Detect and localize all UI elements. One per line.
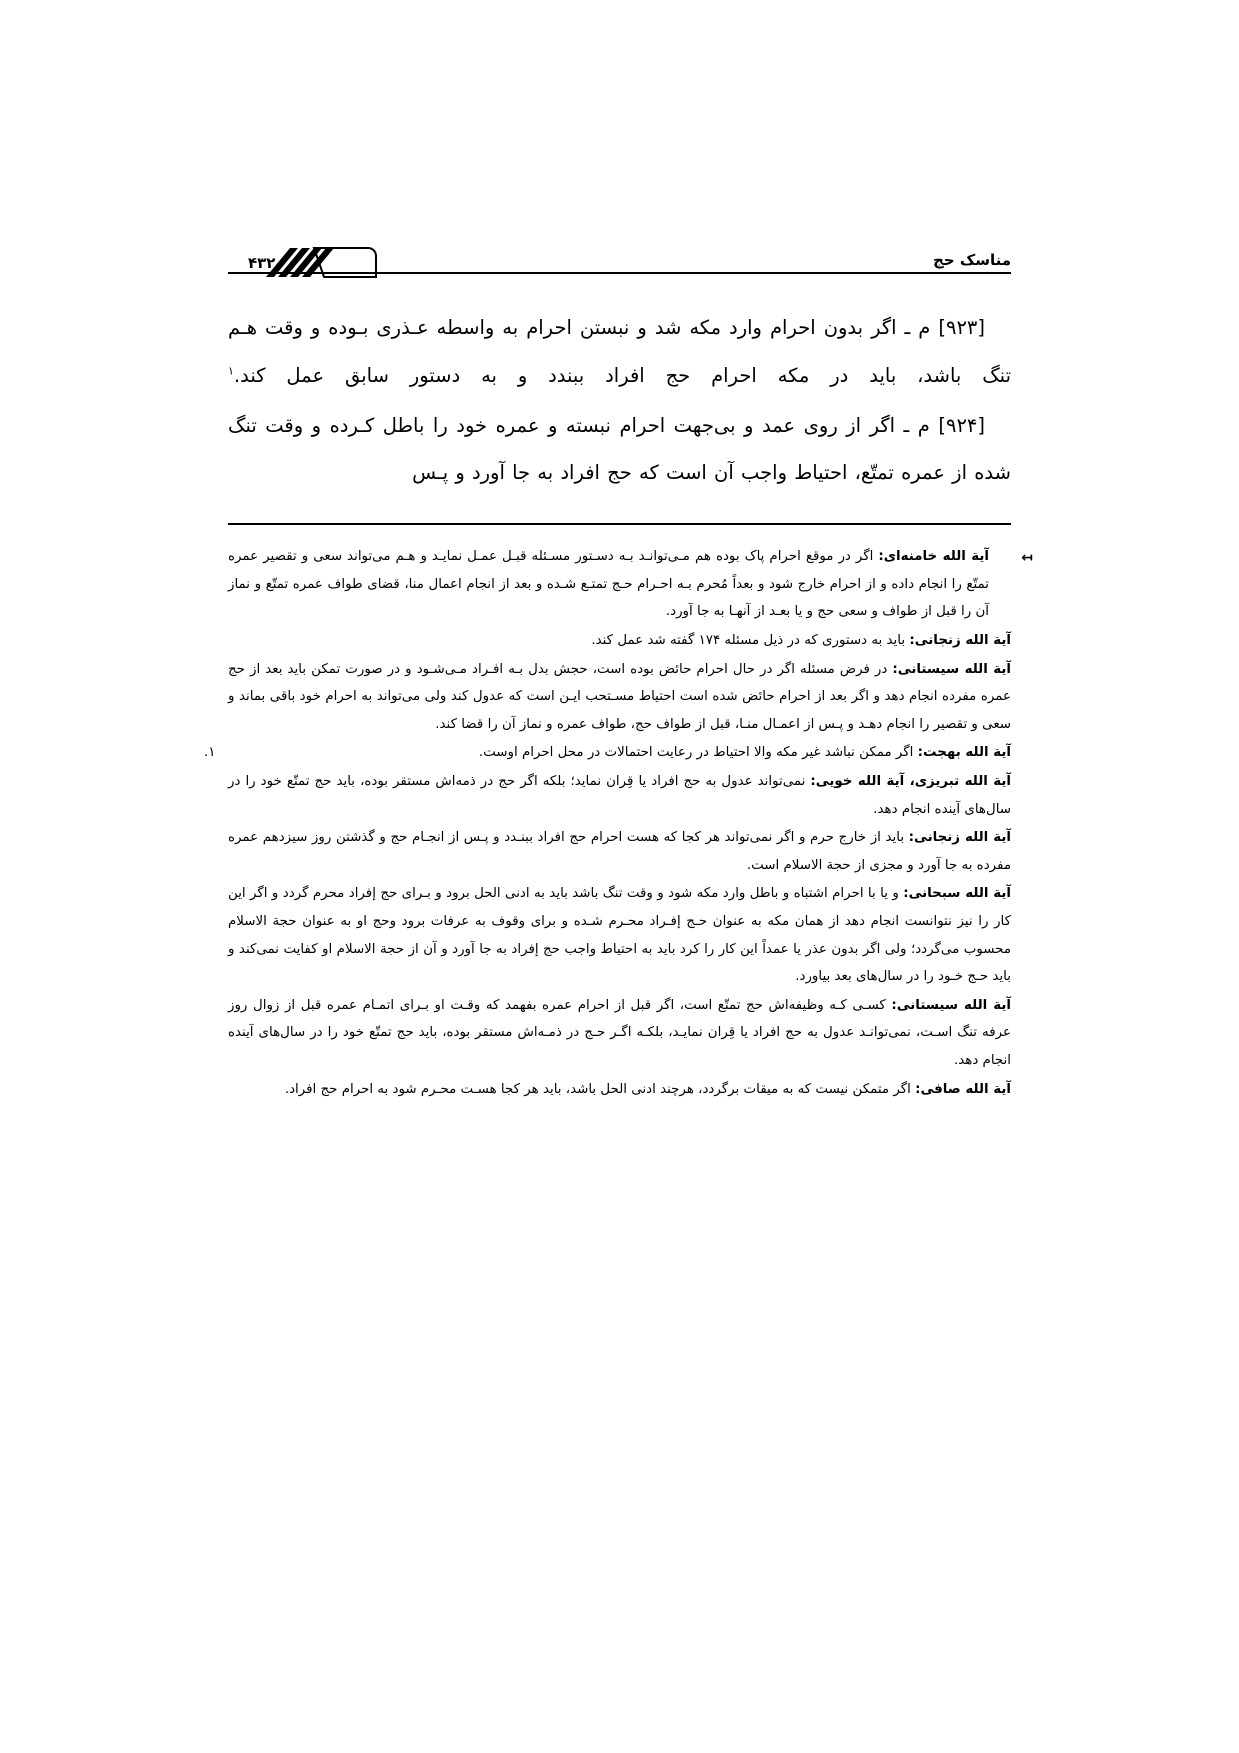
- footnote-text: اگر ممکن نباشد غیر مکه والا احتیاط در رعایت احتمالات در محل احرام اوست.: [478, 745, 914, 761]
- footnote-text: نمی‌تواند عدول به حج افراد یا قِران نماید؛ بلکه اگر حج در ذمه‌اش مستقر بوده، باید حج تمتّع خود را در سال‌های آینده انجام دهد.: [228, 773, 1011, 817]
- footnote-text: باید از خارج حرم و اگر نمی‌تواند هر کجا که هست احرام حج افراد ببنـدد و پـس از انجـام حج و گذشتن روز سیزدهم عمره مفرده به جا آورد و مجزی از حجة الاسلام است.: [228, 830, 1011, 873]
- authority-name: آية الله سیستانی:: [892, 661, 1011, 677]
- footnote-divider: [228, 523, 1011, 525]
- footnote-entry: [228, 627, 1011, 655]
- footnote-entry: [228, 768, 1011, 823]
- page-content: [204, 228, 1033, 1104]
- footnote-reference: ۱: [228, 364, 234, 378]
- body-paragraph: [228, 402, 1011, 498]
- footnote-entry: [228, 656, 1011, 739]
- footnote-text: اگر در موقع احرام پاک بوده هم مـی‌توانـد بـه دسـتور مسـئله قبـل عمـل نمایـد و هـم می‌تواند سعی و تقصیر عمره تمتّع را انجام داده و از احرام خارج شود و بعداً مُحرم بـه احـرام حـج تمتـع شـده و بعد از انجام اعمال منا، قضای طواف عمره تمتّع و نماز آن را قبل از طواف و سعی حج و یا بعـد از آنهـا به جا آورد.: [228, 549, 989, 620]
- book-title: مناسک حج: [933, 251, 1011, 269]
- footnote-entry: [228, 880, 1011, 990]
- footnote-entry: [228, 1076, 1011, 1104]
- footnote-text: باید به دستوری که در ذیل مسئله ۱۷۴ گفته شد عمل کند.: [591, 632, 906, 648]
- continuation-arrow-icon: ↤: [1021, 550, 1033, 567]
- footnote-text: در فرض مسئله اگر در حال احرام حائض بوده است، حجش بدل بـه افـراد مـی‌شـود و در صورت تمکن باید بعد از حج عمره مفرده انجام دهد و اگر بعد از احرام حائض شده است احتیاط مسـتحب ایـن است که عدول کند ولی می‌تواند به احرام خود باقی بماند و سعی و تقصیر را انجام دهـد و پـس از اعمـال منـا، قبل از طواف حج، طواف عمره و نماز آن را قضا کند.: [228, 661, 1011, 732]
- authority-name: آية الله سبحانی:: [903, 886, 1012, 902]
- footnote-entry: [204, 739, 1011, 767]
- running-header: [228, 228, 1011, 274]
- footnote-list: [204, 543, 1033, 1103]
- authority-name: آية الله سیستانی:: [891, 997, 1011, 1013]
- footnote-text: و یا با احرام اشتباه و باطل وارد مکه شود و وقت تنگ باشد باید به ادنی الحل برود و بـرای حج إفراد محرم گردد و اگر این کار را نیز نتوانست انجام دهد از همان مکه به عنوان حـج إفـراد محـرم شـده و برای وقوف به عرفات برود وحج او به عنوان حجة الاسلام محسوب می‌گردد؛ ولی اگر بدون عذر یا عمداً این کار را کرد باید به احتیاط واجب حج إفراد به جا آورد و آن از حجة الاسلام او کفایت نمی‌کند و باید حـج خـود را در سال‌های بعد بیاورد.: [228, 886, 1011, 985]
- header-rule: [228, 272, 1011, 274]
- footnote-number: ۱.: [204, 745, 216, 761]
- paragraph-text: [۹۲۴] م ـ اگر از روی عمد و بی‌جهت احرام نبسته و عمره خود را باطل کـرده و وقت تنگ شده از عمره تمتّع، احتیاط واجب آن است که حج افراد به جا آورد و پـس: [228, 413, 1011, 485]
- footnote-entry: [228, 543, 1033, 626]
- body-text: [228, 304, 1011, 497]
- authority-name: آية الله زنجانی:: [908, 830, 1011, 846]
- authority-name: آية الله زنجانی:: [909, 632, 1011, 648]
- footnote-text: اگر متمکن نیست که به میقات برگردد، هرچند ادنی الحل باشد، باید هر کجا هسـت محـرم شود به احرام حج افراد.: [284, 1081, 911, 1097]
- paragraph-text: [۹۲۳] م ـ اگر بدون احرام وارد مکه شد و نبستن احرام به واسطه عـذری بـوده و وقت هـم تنگ باشد، باید در مکه احرام حج افراد ببندد و به دستور سابق عمل کند.: [228, 316, 1011, 387]
- body-paragraph: [228, 304, 1011, 400]
- page-number: ۴۳۲: [248, 254, 276, 272]
- authority-name: آية الله خامنه‌ای:: [878, 549, 989, 565]
- authority-name: آية الله تبریزی، آية الله خویی:: [810, 773, 1011, 789]
- authority-name: آية الله بهجت:: [917, 745, 1011, 761]
- footnote-entry: [228, 824, 1011, 879]
- footnote-entry: [228, 992, 1011, 1075]
- footnote-text: کسـی کـه وظیفه‌اش حج تمتّع است، اگر قبل از احرام عمره بفهمد که وقـت او بـرای اتمـام عمره قبل از زوال روز عرفه تنگ اسـت، نمی‌توانـد عدول به حج افراد یا قِران نمایـد، بلکـه اگـر حـج در ذمـه‌اش مستقر بوده، باید حج تمتّع خود را در سال‌های آینده انجام دهد.: [228, 997, 1011, 1069]
- authority-name: آية الله صافی:: [915, 1081, 1011, 1097]
